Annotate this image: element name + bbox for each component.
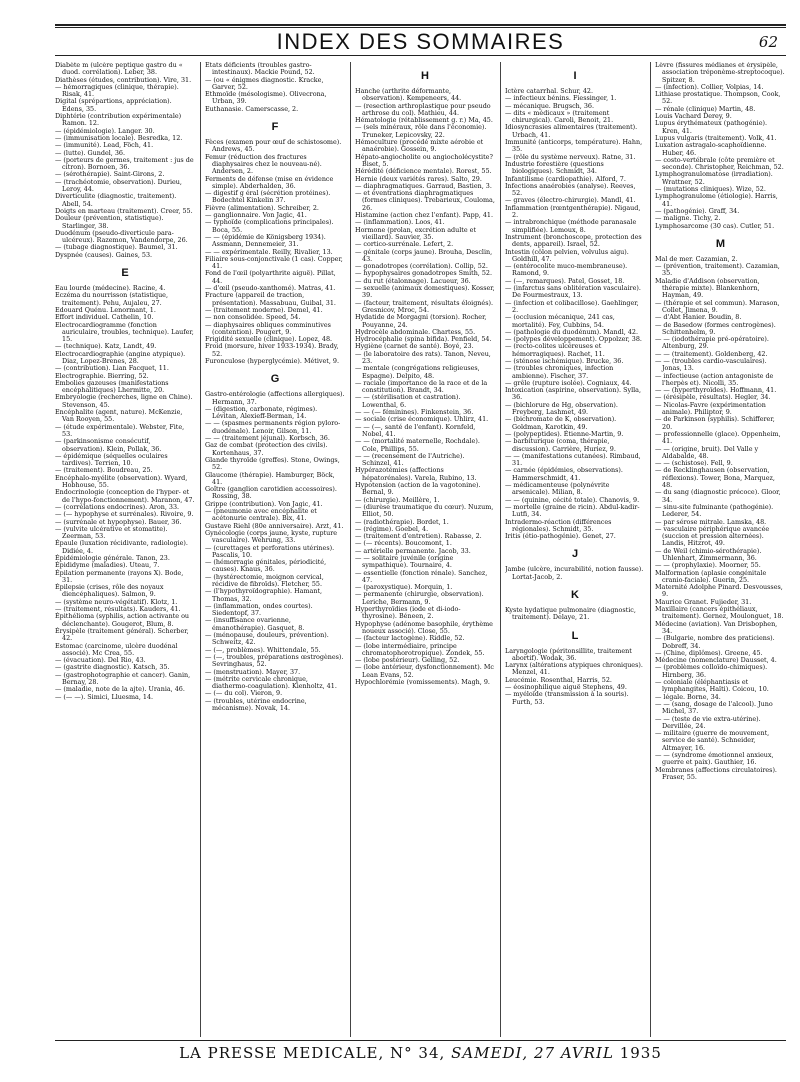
footer-rule (55, 1040, 786, 1041)
section-letter: G (270, 373, 280, 386)
index-entry: — (—, remarques). Patel, Gosset, 18. (505, 276, 625, 285)
index-entry: — (problèmes colloïdo-chimiques). Hirnberg, 36. (655, 663, 768, 679)
index-entry: — génitale (corps jaune). Brouha, Desclin, 43. (355, 247, 493, 263)
index-entry: — (pathologie du duodénum). Mandl, 42. (505, 327, 639, 336)
index-entry: — (entérocolite muco-membraneuse). Ramond, 9. (505, 262, 628, 278)
index-column-4 (505, 62, 645, 1037)
index-entry: Eau lourde (médecine). Racine, 4. (55, 284, 166, 293)
index-entry: — (radiothérapie). Bordet, 1. (355, 517, 449, 526)
index-entry: — (maladie, note de la ajte). Urania, 46. (55, 685, 185, 694)
index-entry: — (ménopause, douleurs, prévention). Schweitz, 42. (205, 631, 329, 647)
index-entry: Lymphogranulomatose (irradiation). Wrattner, 52. (655, 170, 773, 186)
index-entry: Immunité (anticorps, température). Hahn, 35. (505, 138, 643, 154)
index-entry: Fracture (appareil de traction, présentation). Massabuau, Guibal, 31. (205, 291, 336, 307)
index-entry: Médecine (nomenclature) Dausset, 4. (655, 656, 777, 665)
index-entry: Hernie (deux variétés rares). Salto, 29. (355, 174, 482, 183)
index-entry: — coloniale (éléphantiasis et lymphangites, Haïti). Coicou, 10. (655, 678, 769, 694)
index-entry: — (bichromate de K, observation). Goldman, Karotkin, 49. (505, 415, 617, 431)
index-entry: — — solitaire juvénile (origine sympathique). Tournaire, 4. (355, 554, 454, 570)
header-rule (55, 55, 786, 56)
index-entry: Intoxication (aspirine, observation). Sylla, 36. (505, 386, 642, 402)
index-entry: Idiosyncrasies alimentaires (traitement). Urbach, 41. (505, 123, 638, 139)
index-entry: Épaule (luxation récidivante, radiologie). Didiée, 4. (55, 539, 188, 555)
index-entry: Hématologie (rétablissement g. r.) Ma, 45. (355, 116, 493, 125)
index-entry: Lèvre (fissures médianes et érysipèle, association tréponème-streptocoque). Spitzer, 8. (655, 62, 785, 84)
index-entry: — (gastrite diagnostic). Katsch, 35. (55, 663, 170, 672)
section-letter: M (715, 237, 726, 250)
section-letter: F (271, 121, 279, 134)
page-header (55, 28, 786, 52)
index-entry: — (—, problèmes). Whittendale, 55. (205, 645, 321, 654)
index-entry: — de Parkinson (syphilis). Schifferer, 20. (655, 415, 775, 431)
index-entry: — essentielle (fonction rénale). Sanchez, 47. (355, 568, 488, 584)
column-divider (200, 62, 201, 1037)
page-number: 62 (758, 33, 778, 51)
index-entry: Doigts en marteau (traitement). Creer, 55. (55, 206, 193, 215)
index-entry: Hydrocèle abdominale. Chartess, 55. (355, 327, 476, 336)
index-entry: — ganglionnaire. Von Jagic, 41. (205, 211, 307, 220)
issue-date: 27 AVRIL (533, 1044, 614, 1062)
index-entry: — (infarctus sans oblitération vasculaire). De Fourmestraux, 13. (505, 284, 641, 300)
index-entry: — (digestion, carbonate, régimes). Lévitan, Alexieff-Berman, 14. (205, 404, 318, 421)
index-entry: — typhoïde (complications principales). Boca, 55. (205, 218, 334, 234)
index-entry: — diaphysaires obliques comminutives (contention). Pougert, 9. (205, 320, 331, 336)
index-entry: Hépato-angiocholite ou angiocholécystite? Biset, 5. (355, 152, 493, 168)
index-entry: Ethmoïde (mésologisme). Olivecrona, Urban, 39. (205, 90, 327, 106)
issue-number: N° 34, (390, 1044, 446, 1062)
index-entry: Hanche (arthrite déformante, observation). Kempeneers, 44. (355, 87, 462, 103)
index-entry: — — (spasmes permanents région pyloro-duodénale). Lenoir, Gilson, 11. (205, 419, 341, 435)
index-entry: Duodénum (pseudo-diverticule para-ulcéreux). Razemon, Vandendorpe, 26. (55, 228, 188, 245)
index-entry: — (facteur lactogène). Riddle, 52. (355, 634, 465, 643)
index-entry: — (thérapie et sel commun). Marason, Collet, Jimena, 9. (655, 298, 780, 314)
index-entry: Intradermo-réaction (différences régionales). Schmidt, 35. (505, 517, 612, 533)
index-entry: — de Recklinghausen (observation, réflexions). Tower, Bona, Marquez, 48. (655, 466, 775, 490)
index-entry: — (ou « énigmes diagnostic. Kracke, Garver, 52. (205, 75, 324, 91)
index-entry: — mentale (congrégations religieuses, Espagne). Delpito, 48. (355, 364, 480, 380)
index-entry: Grippe (contribution). Von Jagic, 41. (205, 499, 323, 508)
index-entry: — digestif g éral (sécrétion protéines). Bodechtel Kinkelin 37. (205, 189, 331, 205)
index-entry: — (infection). Collier, Volpias, 14. (655, 82, 764, 91)
index-entry: Hérédité (déficience mentale). Rorest, 55. (355, 167, 492, 176)
index-entry: — (bichlorure de Hg, observation). Freyberg, Lashmet, 49. (505, 400, 618, 417)
index-entry: Malformation (aplasie congénitale cranio-faciale). Guerin, 25. (655, 568, 767, 584)
index-entry: — (rôle du système nerveux). Ratne, 31. (505, 152, 636, 161)
index-entry: Diphtérie (contribution expérimentale) Ramon. 12. (55, 112, 182, 128)
index-entry: Estomac (carcinome, ulcère duodénal associé). Mc Crea, 55. (55, 641, 178, 657)
index-entry: — carnée (épidémies, observations). Hammerschmidt, 41. (505, 466, 623, 482)
index-entry: Gynécologie (corps jaune, kyste, rupture vasculaire). Wehrung, 33. (205, 528, 338, 545)
index-entry: Encéphalo-myélite (observation). Wyard, Hobhouse, 55. (55, 473, 188, 490)
section-letter: H (421, 70, 429, 82)
index-entry: — (paroxystique). Morquin, 1. (355, 583, 453, 592)
issue-year: 1935 (619, 1044, 662, 1062)
index-entry: — (hystérectomie, moignon cervical, récidive de fibroïds). Fletcher, 55. (205, 572, 324, 588)
index-entry: — (occlusion mécanique, 241 cas, mortalité). Fey, Cubbins, 54. (505, 313, 615, 329)
index-entry: Maladie d'Addison (observation, thérapie mixte). Blankenhorn, Hayman, 49. (655, 276, 760, 300)
index-entry: — (traitement). Boudreau, 25. (55, 466, 153, 475)
index-entry: Fèces (examen pour œuf de schistosome). Andrews, 45. (205, 138, 342, 154)
index-entry: — du sang (diagnostic précoce). Gloor, 34. (655, 488, 781, 504)
index-entry: — éosinophilique aiguë Stephens, 49. (505, 683, 627, 692)
index-entry: Hémoculture (procédé mixte aérobie et anaérobie). Gossein, 9. (355, 138, 484, 154)
index-entry: — (système neuro-végétatif). Klotz, 1. (55, 597, 178, 606)
index-entry: — — (sang, dosage de l'alcool). Juno Michel, 37. (655, 699, 773, 716)
index-entry: — (—, troubles, préparations œstrogènes). Sevringhaus, 52. (205, 652, 344, 669)
index-entry: — — (iodothérapie pré-opératoire). Altenburg, 29. (655, 335, 769, 351)
index-entry: Luxation astragalo-scaphoïdienne. Huber, 46. (655, 141, 767, 157)
index-entry: Hypochlorémie (vomissements). Magh, 9. (355, 678, 490, 687)
section-letter: K (571, 589, 579, 601)
index-entry: Hydrocéphalie (spina bifida). Penfield, 54. (355, 335, 492, 344)
index-entry: Lymphogranulome (étiologie). Harris, 41. (655, 192, 778, 208)
index-entry: Fond de l'œil (polyarthrite aiguë). Pillat, 44. (205, 269, 336, 285)
index-entry: — (chirurgie). Meillère, 1. (355, 495, 440, 504)
index-entry: — — (teste de vie extra-utérine). Dervillée, 24. (655, 714, 761, 730)
index-entry: — par sérose mitrale. Lamska, 48. (655, 517, 767, 526)
index-entry: — — (hyperthyroïdes). Hoffmann, 41. (655, 386, 777, 395)
index-entry: — — expérimentale. Reilly, Rivalier, 13. (205, 247, 333, 256)
index-entry: — diaphragmatiques. Garraud, Bastien, 3. (355, 181, 492, 190)
index-entry: — militaire (guerre de mouvement, service de santé). Schneider, Altmayer, 16. (655, 729, 770, 752)
index-columns (55, 62, 786, 1037)
index-entry: — (traitement moderne). Demel, 41. (205, 305, 323, 314)
index-entry: — gonadotropes (corrélation). Collip, 52. (355, 262, 488, 271)
index-entry: — artérielle permanente. Jacob, 33. (355, 546, 471, 555)
index-entry: — (l'hypothyroïdographie). Hamant, Thomas, 32. (205, 587, 323, 603)
index-entry: Embolies gazeuses (manifestations encéphalitiques) Lhermitte, 20. (55, 378, 169, 395)
index-entry: — (— récents). Boucomont, 1. (355, 539, 452, 548)
index-entry: Furonculose (hyperglycémie). Métivet, 9. (205, 356, 340, 365)
index-entry: Jambe (ulcère, incurabilité, notion fausse). Lortat-Jacob, 2. (505, 565, 644, 581)
index-entry: Lupus érythémateux (pathogénie). Kren, 41. (655, 119, 768, 135)
index-entry: — infectieux bénins. Fiessinger, 1. (505, 94, 617, 103)
index-entry: Inflammation (rœntgenthérapie). Nigaud, 2. (505, 203, 641, 220)
index-entry: — (érésipèle, résultats). Hegler, 34. (655, 393, 771, 402)
index-entry: — (évacuation). Del Rio, 43. (55, 656, 146, 665)
index-entry: — (pathogénie). Graff, 34. (655, 206, 740, 215)
index-entry: Hygiène (carnet de santé). Boyé, 23. (355, 342, 474, 351)
index-entry: Épididyme (maladies). Uteau, 7. (55, 561, 160, 570)
index-entry: — épidémique (séquelles oculaires tardives). Terrien, 10. (55, 451, 168, 468)
index-entry: — sociale (crise économique). Uhlirz, 41. (355, 415, 489, 424)
index-entry: Filiaire sous-conjonctivale (1 cas). Copper, 41. (205, 254, 343, 271)
index-entry: — — (épidémie de Königsberg 1934). Assmann, Dennemeier, 31. (205, 232, 326, 249)
index-entry: — — (origine, bruit). Del Valle y Aldabalde, 48. (655, 444, 759, 460)
index-entry: Hypotension (action de la vagotonine). Bernal, 9. (355, 481, 481, 497)
page-footer: LA PRESSE MEDICALE, N° 34, SAMEDI, 27 AVRIL 1935 (179, 1044, 662, 1062)
index-entry: Endocrinologie (conception de l'hyper- et de l'hypo-fonctionnement). Maranon, 47. (55, 488, 195, 504)
index-entry: Épilation permanente (rayons X). Bode, 31. (55, 568, 184, 584)
index-entry: — professionnelle (glace). Oppenheim, 41. (655, 429, 781, 446)
index-entry: — (gastrophotographie et cancer). Ganin, Bernay, 28. (55, 670, 191, 687)
index-entry: — maligne. Tichy, 2. (655, 214, 721, 223)
index-entry: — (polypes développement). Oppolzer, 38. (505, 335, 642, 344)
index-entry: Femur (réduction des fractures diaphysaires chez le nouveau-né). Andersen, 2. (205, 152, 322, 176)
index-entry: — mortelle (graine de ricin). Abdul-kadir-Lutfi, 34. (505, 502, 640, 519)
index-entry: — hypophysaires gonadotropes Smith, 52. (355, 269, 493, 278)
index-entry: — (étude expérimentale). Webster, Fite, 53. (55, 422, 185, 438)
index-entry: Maternité Adolphe Pinard. Desvousses, 9. (655, 583, 783, 599)
index-column-2 (205, 62, 345, 1037)
index-entry: Épidémiologie générale. Tanon, 23. (55, 554, 170, 562)
index-entry: — (technique). Katz, Landt, 49. (55, 342, 157, 351)
index-entry: — (hémorragie génitales, périodicité, causes). Knaus, 36. (205, 558, 327, 574)
index-entry: — mécanique. Brugsch, 36. (505, 101, 595, 110)
index-entry: — (— hypophyse et surrénales). Rivoire, 9. (55, 510, 194, 519)
index-entry: Embryologie (recherches, ligne en Chine). Stevenson, 45. (55, 393, 193, 409)
index-entry: — (traitement d'entretien). Rabasse, 2. (355, 532, 482, 541)
index-entry: — (immunisation locale). Besredka, 12. (55, 133, 183, 142)
index-entry: — permanente (chirurgie, observation). Leriche, Bermann, 9. (355, 590, 484, 606)
index-entry: — (sels minéraux, rôle dans l'économie). Truneker, Lepicovsky, 22. (355, 123, 487, 139)
index-entry: — médicamenteuse (polynévrite arsenicale). Milian, 8. (505, 481, 610, 497)
index-entry: — (curettages et perforations utérines). Pascalis, 10. (205, 543, 335, 559)
index-entry: — — (— féminines). Finkenstein, 36. (355, 408, 474, 417)
index-column-5 (655, 62, 786, 1037)
index-entry: — (diurèse traumatique du cœur). Nuzum, Elliot, 50. (355, 502, 494, 519)
index-entry: — (mutations cliniques). Wize, 52. (655, 185, 766, 194)
index-entry: Diverticulite (diagnostic, traitement). Abell, 54. (55, 192, 177, 208)
index-entry: — myéloïde (transmission à la souris). Furth, 53. (505, 690, 629, 706)
index-entry: — (lobe antérieur, dysfonctionnement). Mc Lean Evans, 52. (355, 663, 494, 679)
index-entry: Eczéma du nourrisson (statistique, traitement). Pehu, Aujaleu, 27. (55, 291, 168, 307)
index-entry: — — (quinine, cécité totale). Chanovis, 9. (505, 495, 640, 504)
index-entry: — du rut (étalonnage). Lacueur, 36. (355, 276, 471, 285)
index-entry: — sinu-site fulminante (pathogénie). Lederer, 54. (655, 502, 774, 519)
index-entry: Diabète m (ulcère peptique gastro du « duod. corrélation). Leber, 38. (55, 62, 183, 77)
index-entry: — cortico-surrénale. Lefert, 2. (355, 240, 454, 249)
index-entry: — (menstruation). Mayer, 37. (205, 667, 301, 676)
index-entry: — (insuffisance ovarienne, émanothérapie). Gasquet, 8. (205, 616, 305, 632)
index-entry: Industrie forestière (questions biologiques). Schmidt, 34. (505, 159, 604, 176)
index-entry: Médecine (aviation). Van Drisbophen, 34. (655, 619, 778, 635)
index-entry: — costo-vertébrale (côte première et seconde). Christopher, Reichman, 52. (655, 155, 784, 172)
index-entry: — (immunité). Lead, Föch, 41. (55, 141, 154, 150)
index-entry: Larynx (altérations atypiques chroniques). Menzel, 41. (505, 661, 643, 677)
index-entry: Épilepsie (crises, rôle des noyaux diencéphaliques). Salmon, 9. (55, 583, 164, 599)
index-entry: — (tubage diagnostique). Baumel, 31. (55, 243, 178, 252)
section-letter: L (571, 629, 579, 642)
index-entry: — (Bulgarie, nombre des praticiens). Dobreff, 34. (655, 634, 775, 650)
index-entry: Maxillaire (cancers épithéliaux, traitement). Gernez, Moulonguet, 18. (655, 605, 784, 621)
index-entry: — — (prophylaxie). Moorner, 55. (655, 561, 761, 570)
index-entry: Glaucome (thérapie). Hamburger, Böck, 41. (205, 470, 335, 486)
index-entry: — (lobe intermédiaire, principe chromatophorotropique). Zondek, 55. (355, 641, 485, 657)
index-entry: Edouard Quénu. Lenormant, 1. (55, 305, 156, 314)
index-entry: — (parkinsonisme consécutif, observation). Klein, Pollak, 36. (55, 437, 162, 453)
index-entry: Lithiase prostatique. Thompson, Cook, 52. (655, 90, 781, 106)
index-entry: Dyspnée (causes). Gaines, 53. (55, 250, 153, 259)
index-entry: — (polypeptides). Étienne-Martin, 9. (505, 429, 624, 438)
index-entry: — d'Abt Hanier. Boudin, 8. (655, 313, 742, 322)
index-entry: — rénale (clinique) Martin, 48. (655, 104, 756, 113)
index-entry: — — (stérilisation et castration). Lowenthal, 6. (355, 393, 461, 409)
index-entry: Lymphosarcome (30 cas). Cutler, 51. (655, 221, 775, 230)
index-entry: Infections anaérobies (analyse). Reeves, 52. (505, 181, 636, 198)
index-entry: Intestin (côlon pelvien, volvulus aigu). Goldhill, 47. (505, 247, 629, 263)
index-entry: Iritis (étio-pathogénie). Genet, 27. (505, 532, 616, 541)
column-divider (500, 62, 501, 1037)
index-entry: Frigidité sexuelle (clinique). Lopez, 48. (205, 335, 333, 344)
index-entry: — de Weil (chimio-sérothérapie). Uhlenhart, Zimmermann, 36. (655, 546, 762, 562)
index-entry: — dits « médicaux » (traitement chirurgical). Caroli, Benoit, 21. (505, 108, 614, 125)
index-entry: Maurice Granet. Fujieder, 31. (655, 597, 752, 606)
index-entry: — — (syndrome émotionnel anxieux, guerre et paix). Gauthier, 16. (655, 751, 774, 767)
index-entry: — (resection arthroplastique pour pseudo arthrose du col). Mathieu, 44. (355, 101, 491, 117)
index-entry: Euthanasie. Camerscasse, 2. (205, 104, 299, 113)
index-entry: — infectieuse (action antagoniste de l'herpès et). Nicolli, 35. (655, 371, 774, 387)
index-entry: États déficients (troubles gastro-intestinaux). Mackie Pound, 52. (205, 62, 315, 77)
top-rule (55, 24, 786, 26)
index-entry: — (troubles chroniques, infection ambienne). Fischer, 37. (505, 364, 614, 380)
index-entry: Infantilisme (cardiopathie). Alford, 7. (505, 174, 626, 183)
index-entry: Douleur (prévention, statistique). Starlinger, 38. (55, 214, 164, 230)
index-entry: Laryngologie (péritonsillite, traitement abortif). Wodak, 36. (505, 646, 632, 662)
index-entry: — (Chine, diplômes). Greene, 45. (655, 648, 763, 657)
index-entry: Instrument (bronchoscope, protection des dents, appareil). Israel, 52. (505, 232, 642, 249)
index-entry: — vasculaire périphérique avancée (succion et pression alternées). Landis, Hitzrot, 49. (655, 524, 770, 548)
index-entry: Leucémie. Rosenthal, Harris, 52. (505, 675, 612, 684)
index-entry: — — (traitement). Goldenberg, 42. (655, 349, 768, 358)
index-entry: Hypophyse (adénome basophile, érythème noueux associé). Close, 55. (355, 619, 493, 635)
index-entry: — barbiturique (coma, thérapie, discussion). Carrière, Huriez, 9. (505, 437, 616, 453)
index-entry: — (recto-colites ulcéreuses et hémorragiques). Rachet, 11. (505, 342, 605, 358)
index-entry: Diathèses (études, contribution). Vire, 31. (55, 75, 192, 84)
index-entry: Encéphalite (agent, nature). McKenzie, Van Rooyen, 55. (55, 408, 183, 424)
index-entry: — (trachéotomie, observation). Durieu, Leroy, 44. (55, 177, 182, 194)
index-entry: — — (recensement de l'Autriche). Schinzel, 41. (355, 451, 465, 468)
index-entry: — (— du col). Vieron, 9. (205, 689, 283, 698)
index-entry: — graves (électro-chirurgie). Mandl, 41. (505, 196, 636, 205)
index-entry: Electrocardiogramme (fonction auriculaire, troubles, technique). Laufer, 15. (55, 320, 194, 344)
index-entry: — (vulvite ulcérative et stomatite). Zeerman, 53. (55, 524, 168, 541)
index-column-1 (55, 62, 195, 1037)
index-entry: — (le laboratoire des rats). Tanon, Neveu, 23. (355, 349, 491, 365)
index-entry: — (inflammation, ondes courtes). Siedentopf, 37. (205, 601, 313, 618)
section-letter: J (571, 548, 579, 561)
index-entry: — non consolidée. Speed, 54. (205, 313, 301, 322)
section-letter: E (121, 267, 129, 280)
index-entry: — intrabronchique (méthode paranasale simplifiée). Lemoux, 8. (505, 218, 637, 234)
index-entry: — (pneumonie avec encéphalite et acétonurie centrale). Bix, 41. (205, 507, 317, 523)
index-entry: — grêle (rupture isolée). Cogniaux, 44. (505, 378, 632, 387)
index-entry: Electrographie. Bierring, 52. (55, 371, 149, 380)
index-entry: — d'œil (pseudo-xanthomé). Matras, 41. (205, 284, 336, 293)
page-title: INDEX DES SOMMAIRES (276, 29, 565, 54)
journal-name: LA PRESSE MEDICALE (179, 1044, 379, 1062)
index-entry: Mal de mer. Cazamian, 2. (655, 254, 738, 263)
column-divider (650, 62, 651, 1037)
index-entry: Gaz de combat (protection des civils). Kortenhaus, 37. (205, 441, 328, 457)
index-entry: Louis Vachard Derey, 9. (655, 112, 732, 121)
column-divider (350, 62, 351, 1037)
index-entry: — (surrénale et hypophyse). Bauer, 36. (55, 517, 182, 526)
index-entry: — Nicolas-Favre (expérimentation animale). Philiptor, 9. (655, 400, 766, 417)
index-entry: — — (traitement jéjunal). Korbsch, 36. (205, 434, 330, 443)
index-entry: — (— —). Simici, Lluesma, 14. (55, 692, 154, 701)
index-entry: — (lutte). Gundel, 36. (55, 148, 126, 157)
index-entry: — (traitement, résultats). Kauders, 41. (55, 605, 181, 614)
index-entry: — (sérothérapie). Saint-Girons, 2. (55, 170, 165, 179)
index-entry: Digital (sprépartions, appréciation). Edens, 35. (55, 97, 172, 113)
index-entry: — (inflammation). Loos, 41. (355, 218, 445, 227)
index-entry: — raciale (importance de la race et de la constitution). Brandt, 34. (355, 378, 488, 395)
index-entry: — (régime). Goebel, 4. (355, 524, 429, 533)
index-entry: Érysipèle (traitement général). Scherber, 42. (55, 626, 189, 643)
index-entry: — (contribution). Lian Facquet, 11. (55, 364, 169, 373)
index-entry: Goître (ganglion carotidien accessoires). Rossing, 38. (205, 485, 337, 501)
index-entry: — — (schistose). Fell, 9. (655, 459, 733, 468)
index-entry: Froid (morsure, hiver 1933-1934). Brady, 52. (205, 342, 339, 358)
index-entry: — (métrite cervicale chronique, diathermo-coagulation). Kienholtz, 41. (205, 674, 337, 691)
index-entry: — légale. Borne, 34. (655, 692, 721, 701)
index-entry: — — (manifestations cutanées). Rimbaud, 31. (505, 451, 641, 468)
index-entry: Ictère catarrhal. Schur, 42. (505, 87, 593, 95)
section-letter: I (573, 70, 577, 82)
index-entry: Histamine (action chez l'enfant). Papp, 41. (355, 211, 494, 220)
index-entry: — — (—, santé de l'enfant). Kornfeld, Nobel, 41. (355, 422, 476, 438)
index-entry: Épithélioma (syphilis, action activante ou déclenchante). Gougerot, Blum, 8. (55, 612, 190, 628)
index-entry: — et éventrations diaphragmatiques (formes cliniques). Trebarieux, Couloma, 26. (355, 189, 495, 212)
index-entry: — sexuelle (animaux domestiques). Kosser, 39. (355, 284, 495, 300)
index-entry: — — (troubles cardio-vasculaires). Jonas, 13. (655, 356, 767, 373)
index-column-3 (355, 62, 495, 1037)
index-entry: Gastro-entérologie (affections allergiques). Hermann, 37. (205, 390, 345, 406)
index-entry: Effort individuel. Cathelin, 10. (55, 313, 154, 322)
index-entry: Kyste hydatique pulmonaire (diagnostic, traitement). Delaye, 21. (505, 606, 636, 622)
index-entry: — (troubles, utérine endocrine, mécanisme). Novak, 14. (205, 696, 307, 713)
index-entry: — (sténose ischémique). Brucke, 36. (505, 356, 624, 365)
index-entry: Fièvre (alimentation). Schreiber, 2. (205, 203, 319, 212)
index-entry: — (lobe postérieur). Gelling, 52. (355, 656, 460, 665)
index-entry: — (prévention, traitement). Cazamian, 35. (655, 262, 780, 278)
index-entry: — — (mortalité maternelle, Rochdale). Cole, Phillips, 55. (355, 437, 480, 453)
index-entry: — de Basedow (formes centrogènes). Schittenhelm, 9. (655, 320, 776, 336)
index-entry: Glande thyroïde (greffes). Stone, Owings, 52. (205, 455, 340, 472)
index-entry: Lupus vulgaris (traitement). Volk, 41. (655, 133, 777, 142)
index-entry: — (épidémiologie). Langer. 30. (55, 126, 155, 135)
index-entry: Ferments de défense (mise en évidence simple). Abderhalden, 36. (205, 174, 334, 190)
index-entry: — (facteur, traitement, résultats éloignés). Gresnicov, Mroc, 54. (355, 298, 494, 314)
index-entry: — hémorragiques (clinique, thérapie). Risak, 41. (55, 82, 179, 99)
index-entry: Hypérazotémies (affections hépatorénales). Varela, Rubino, 13. (355, 466, 477, 482)
index-entry: Membranes (affections circulatoires). Fraser, 55. (655, 765, 777, 781)
index-entry: Hormone (prolan, excrétion adulte et vieillard). Sauvier, 35. (355, 225, 477, 241)
index-entry: Hyperthyroïdies (iode et di-iodo-thyrosine). Béneen, 2. (355, 605, 461, 621)
index-entry: Hydatide de Morgagni (torsion). Rocher, Pouyanne, 24. (355, 313, 487, 329)
index-entry: — (corrélations endocrines). Aron, 33. (55, 502, 180, 511)
index-entry: — (infection et colibacillose). Gaehlinger, 2. (505, 298, 639, 314)
index-entry: — (porteurs de germes, traitement : jus de citron). Bornoen, 36. (55, 155, 194, 172)
issue-day: SAMEDI, (451, 1044, 529, 1062)
index-entry: Electrocardiographie (angine atypique). Diaz, Lopez-Brenes, 28. (55, 349, 186, 365)
index-entry: Gustave Riehl (80e anniversaire). Arzt, 41. (205, 521, 344, 530)
